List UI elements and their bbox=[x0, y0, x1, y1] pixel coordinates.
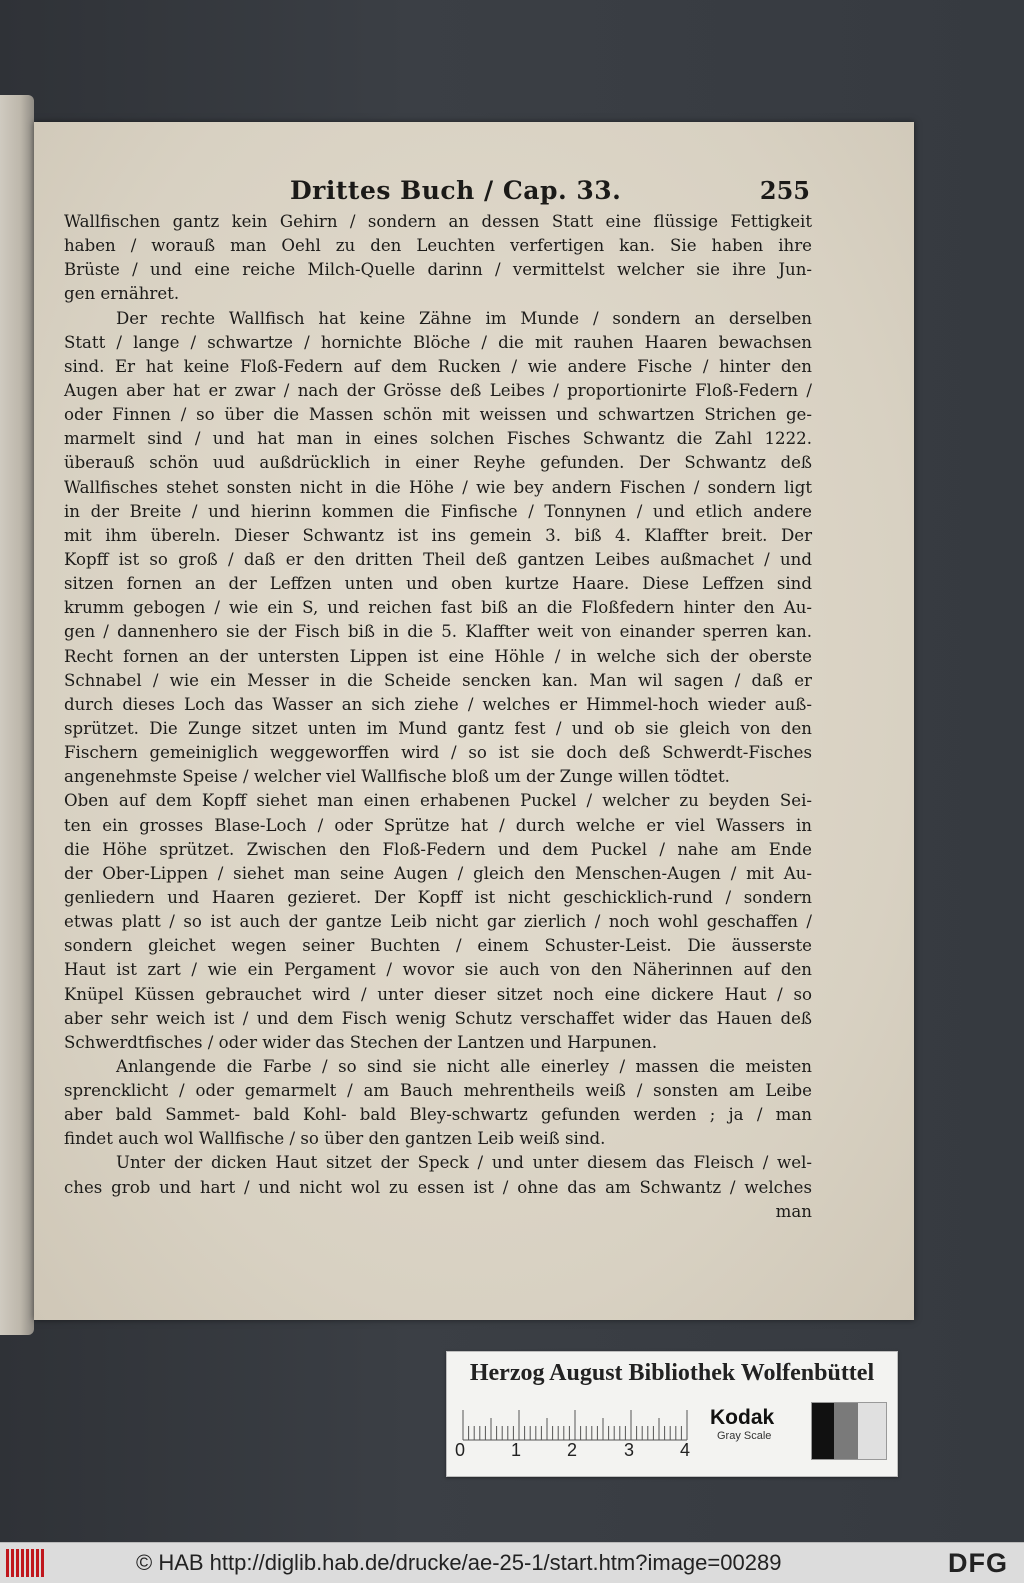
text-line: Brüste / und eine reiche Milch-Quelle darinn / vermittelst welcher sie ihre Jun- bbox=[64, 260, 812, 280]
text-line: Kopff ist so groß / daß er den dritten Theil deß gantzen Leibes außmachet / und bbox=[64, 549, 812, 569]
text-line: sind. Er hat keine Floß-Federn auf dem Rucken / wie andere Fische / hinter den bbox=[64, 356, 812, 376]
ruler-number: 4 bbox=[680, 1440, 691, 1460]
text-line: ches grob und hart / und nicht wol zu essen ist / ohne das am Schwantz / welches bbox=[64, 1177, 812, 1197]
text-line: Anlangende die Farbe / so sind sie nicht alle einerley / massen die meisten bbox=[116, 1056, 812, 1076]
text-line: krumm gebogen / wie ein S, und reichen fast biß an die Floßfedern hinter den Au- bbox=[64, 598, 812, 618]
text-line: sprützet. Die Zunge sitzet unten im Mund gantz fest / und ob sie gleich von den bbox=[64, 718, 812, 738]
text-line: Statt / lange / schwartze / hornichte Blöche / die mit rauhen Haaren bewachsen bbox=[64, 332, 812, 352]
text-line: haben / worauß man Oehl zu den Leuchten verfertigen kan. Sie haben ihre bbox=[64, 236, 812, 256]
text-line: in der Breite / und hierinn kommen die Finfische / Tonnynen / und etlich andere bbox=[64, 501, 812, 521]
text-line: durch dieses Loch das Wasser an sich ziehe / welches er Himmel-hoch wieder auß- bbox=[64, 694, 812, 714]
text-line: aber bald Sammet- bald Kohl- bald Bley-schwartz gefunden werden ; ja / man bbox=[64, 1105, 812, 1125]
text-line: angenehmste Speise / welcher viel Wallfische bloß um der Zunge willen tödtet. bbox=[64, 767, 730, 787]
text-line: Unter der dicken Haut sitzet der Speck / und unter diesem das Fleisch / wel- bbox=[116, 1153, 812, 1173]
text-line: Augen aber hat er zwar / nach der Grösse deß Leibes / proportionirte Floß-Federn / bbox=[64, 380, 812, 400]
gray-scale-label: Gray Scale bbox=[717, 1430, 772, 1442]
text-line: Haut ist zart / wie ein Pergament / wovor sie auch von den Näherinnen auf den bbox=[64, 960, 812, 980]
text-line: überauß schön uud außdrücklich in einer Reyhe gefunden. Der Schwantz deß bbox=[64, 453, 812, 473]
gray-swatch bbox=[811, 1402, 887, 1460]
text-line: findet auch wol Wallfische / so über den gantzen Leib weiß sind. bbox=[64, 1129, 606, 1149]
text-line: Schwerdtfisches / oder wider das Stechen der Lantzen und Harpunen. bbox=[64, 1032, 658, 1052]
text-line: sondern gleichet wegen seiner Buchten / einem Schuster-Leist. Die äusserste bbox=[64, 936, 812, 956]
text-line: oder Finnen / so über die Massen schön mit weissen und schwartzen Strichen ge- bbox=[64, 405, 812, 425]
text-line: Knüpel Küssen gebrauchet wird / unter dieser sitzet noch eine dickere Haut / so bbox=[64, 984, 812, 1004]
text-line: aber sehr weich ist / und dem Fisch wenig Schutz verschaffet wider das Hauen deß bbox=[64, 1008, 812, 1028]
ruler-number: 2 bbox=[567, 1440, 578, 1460]
text-line: die Höhe sprützet. Zwischen den Floß-Federn und dem Puckel / nahe am Ende bbox=[64, 839, 812, 859]
ruler-number: 0 bbox=[455, 1440, 466, 1460]
text-line: sitzen fornen an der Leffzen unten und oben kurtze Haare. Diese Leffzen sind bbox=[64, 574, 812, 594]
page-body bbox=[64, 210, 812, 1224]
text-line: Schnabel / wie ein Messer in die Scheide sencken kan. Man wil sagen / daß er bbox=[64, 670, 812, 690]
catchword: man bbox=[775, 1201, 812, 1221]
text-line: genliedern und Haaren gezieret. Der Kopff ist nicht geschicklich-rund / sondern bbox=[64, 887, 812, 907]
text-line: sprencklicht / oder gemarmelt / am Bauch mehrentheils weiß / sonsten am Leibe bbox=[64, 1081, 812, 1101]
text-line: der Ober-Lippen / siehet man seine Augen / gleich den Menschen-Augen / mit Au- bbox=[64, 863, 812, 883]
kodak-label: Kodak bbox=[710, 1406, 775, 1429]
footer-bar bbox=[0, 1542, 1024, 1583]
text-line: Der rechte Wallfisch hat keine Zähne im Munde / sondern an derselben bbox=[116, 308, 812, 328]
page-number: 255 bbox=[759, 176, 810, 205]
text-line: Wallfisches stehet sonsten nicht in die Höhe / wie bey andern Fischen / sondern ligt bbox=[64, 477, 812, 497]
ruler-number: 3 bbox=[624, 1440, 635, 1460]
text-line: Recht fornen an der untersten Lippen ist eine Höhle / in welche sich der oberste bbox=[64, 646, 812, 666]
book-edge bbox=[0, 95, 34, 1335]
barcode-logo-icon bbox=[6, 1549, 46, 1577]
text-line: Wallfischen gantz kein Gehirn / sondern an dessen Statt eine flüssige Fettigkeit bbox=[64, 212, 812, 231]
text-line: gen / dannenhero sie der Fisch biß in die 5. Klaffter weit von einander sperren kan. bbox=[64, 622, 812, 642]
library-color-card bbox=[446, 1351, 898, 1477]
running-title: Drittes Buch / Cap. 33. bbox=[290, 176, 622, 205]
footer-url-link[interactable]: © HAB http://diglib.hab.de/drucke/ae-25-1/start.htm?image=00289 bbox=[136, 1550, 782, 1575]
text-line: etwas platt / so ist auch der gantze Leib nicht gar zierlich / noch wohl geschaffen / bbox=[64, 912, 812, 932]
dfg-logo: DFG bbox=[948, 1548, 1008, 1578]
page-header bbox=[290, 172, 810, 212]
text-line: Oben auf dem Kopff siehet man einen erhabenen Puckel / welcher zu beyden Sei- bbox=[64, 791, 812, 811]
text-line: ten ein grosses Blase-Loch / oder Sprütze hat / durch welche er viel Wassers in bbox=[64, 815, 812, 835]
ruler-number: 1 bbox=[511, 1440, 522, 1460]
text-line: marmelt sind / und hat man in eines solchen Fisches Schwantz die Zahl 1222. bbox=[64, 429, 812, 449]
text-line: mit ihm übereln. Dieser Schwantz ist ins gemein 3. biß 4. Klaffter breit. Der bbox=[64, 525, 812, 545]
library-name: Herzog August Bibliothek Wolfenbüttel bbox=[469, 1360, 875, 1386]
text-line: gen ernähret. bbox=[64, 284, 180, 304]
text-line: Fischern gemeiniglich weggeworffen wird / so ist sie doch deß Schwerdt-Fisches bbox=[64, 743, 812, 763]
